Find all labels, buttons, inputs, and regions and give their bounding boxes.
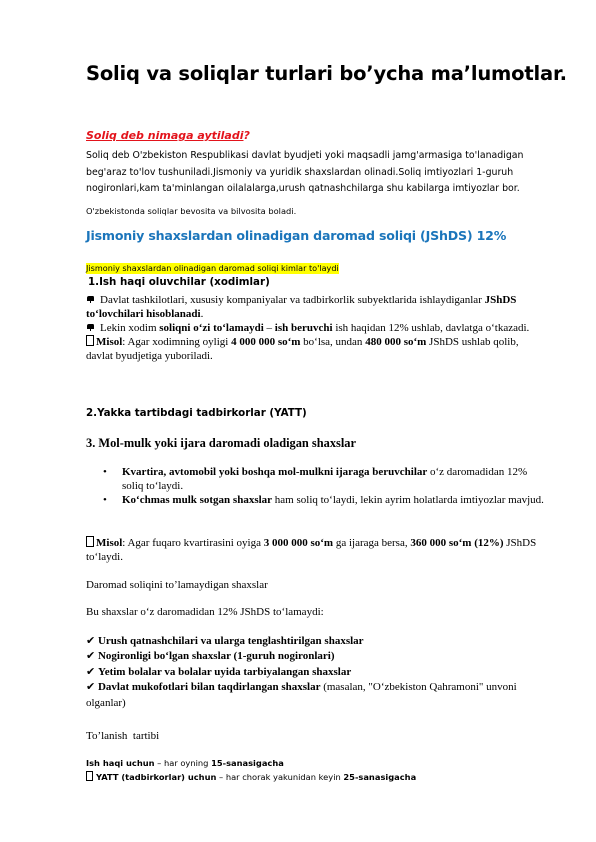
exempt-list xyxy=(86,634,550,711)
exempt-intro: Bu shaxslar o‘z daromadidan 12% JShDS to‘lamaydi: xyxy=(86,606,324,618)
payment-item-yatt: YATT (tadbirkorlar) uchun – har chorak yakunidan keyin 25-sanasigacha xyxy=(86,771,546,783)
section2-heading: 2.Yakka tartibdagi tadbirkorlar (YATT) xyxy=(86,407,307,419)
section1-example: Misol: Agar xodimning oyligi 4 000 000 so‘m bo‘lsa, undan 480 000 so‘m JShDS ushlab qolib, davlat byudjetiga yuboriladi. xyxy=(86,336,519,363)
list-item: ✔ Yetim bolalar va bolalar uyida tarbiyalangan shaxslar xyxy=(86,665,352,678)
note-paragraph: O'zbekistonda soliqlar bevosita va bilvosita boladi. xyxy=(86,206,297,216)
list-item: • Ko‘chmas mulk sotgan shaxslar ham soliq to‘laydi, lekin ayrim holatlarda imtiyozlar mavjud. xyxy=(103,494,544,507)
check-icon: ✔ xyxy=(86,650,96,663)
payment-list xyxy=(86,758,546,783)
section1-line2: Lekin xodim soliqni o‘zi to‘lamaydi – ish beruvchi ish haqidan 12% ushlab, davlatga o‘tkazadi. xyxy=(86,322,548,336)
list-item: ✔ Urush qatnashchilari va ularga tenglashtirilgan shaxslar xyxy=(86,635,364,647)
check-icon: ✔ xyxy=(86,635,96,647)
question-text: Soliq deb nimaga aytiladi xyxy=(86,129,244,142)
check-icon: ✔ xyxy=(86,665,96,678)
list-item: ✔ Davlat mukofotlari bilan taqdirlangan shaxslar (masalan, "O‘zbekiston Qahramoni" unvoni olganlar) xyxy=(86,681,517,709)
payment-title: To’lanish tartibi xyxy=(86,730,160,742)
question-heading xyxy=(86,124,546,143)
intro-paragraph: Soliq deb O'zbekiston Respublikasi davlat byudjeti yoki maqsadli jamg'armasiga to'lanadigan beg'araz to'lov tushuniladi.Jismoniy va yuridik shaxslardan olinadi.Soliq imtiyozlari 1-guruh nogironlari,kam ta'minlangan oilalalarga,urush qatnashchilarga shu kabilarga imtiyozlar bor. xyxy=(86,150,524,194)
highlighted-text: Jismoniy shaxslardan olinadigan daromad soliqi kimlar to'laydi xyxy=(86,263,339,273)
mailbox-icon xyxy=(86,294,100,308)
mailbox-icon xyxy=(86,322,100,336)
list-item: ✔ Nogironligi bo‘lgan shaxslar (1-guruh nogironlari) xyxy=(86,650,335,663)
question-mark: ? xyxy=(243,129,250,142)
section3-example: Misol: Agar fuqaro kvartirasini oyiga 3 000 000 so‘m ga ijaraga bersa, 360 000 so‘m (12%) JShDS to‘laydi. xyxy=(86,537,537,563)
missing-glyph-icon xyxy=(86,536,94,547)
missing-glyph-icon xyxy=(86,335,94,346)
payment-item-salary: Ish haqi uchun – har oyning 15-sanasigacha xyxy=(86,758,284,768)
section3-heading: 3. Mol-mulk yoki ijara daromadi oladigan shaxslar xyxy=(86,436,356,450)
page-title: Soliq va soliqlar turlari bo’ycha ma’lumotlar. xyxy=(86,62,567,85)
list-item: • Kvartira, avtomobil yoki boshqa mol-mulkni ijaraga beruvchilar o‘z daromadidan 12% soliq to‘laydi. xyxy=(103,466,528,493)
check-icon: ✔ xyxy=(86,681,96,694)
jshds-subtitle xyxy=(86,256,546,275)
section1-body xyxy=(86,294,548,364)
section1-line1: Davlat tashkilotlari, xususiy kompaniyalar va tadbirkorlik subyektlarida ishlaydiganlar JShDS to‘lovchilari hisoblanadi. xyxy=(86,294,517,320)
section1-heading: 1.Ish haqi oluvchilar (xodimlar) xyxy=(88,276,270,288)
section3-list xyxy=(86,465,548,508)
jshds-heading: Jismoniy shaxslardan olinadigan daromad soliqi (JShDS) 12% xyxy=(86,228,507,243)
exempt-title: Daromad soliqini to’lamaydigan shaxslar xyxy=(86,579,268,591)
missing-glyph-icon xyxy=(86,771,93,781)
